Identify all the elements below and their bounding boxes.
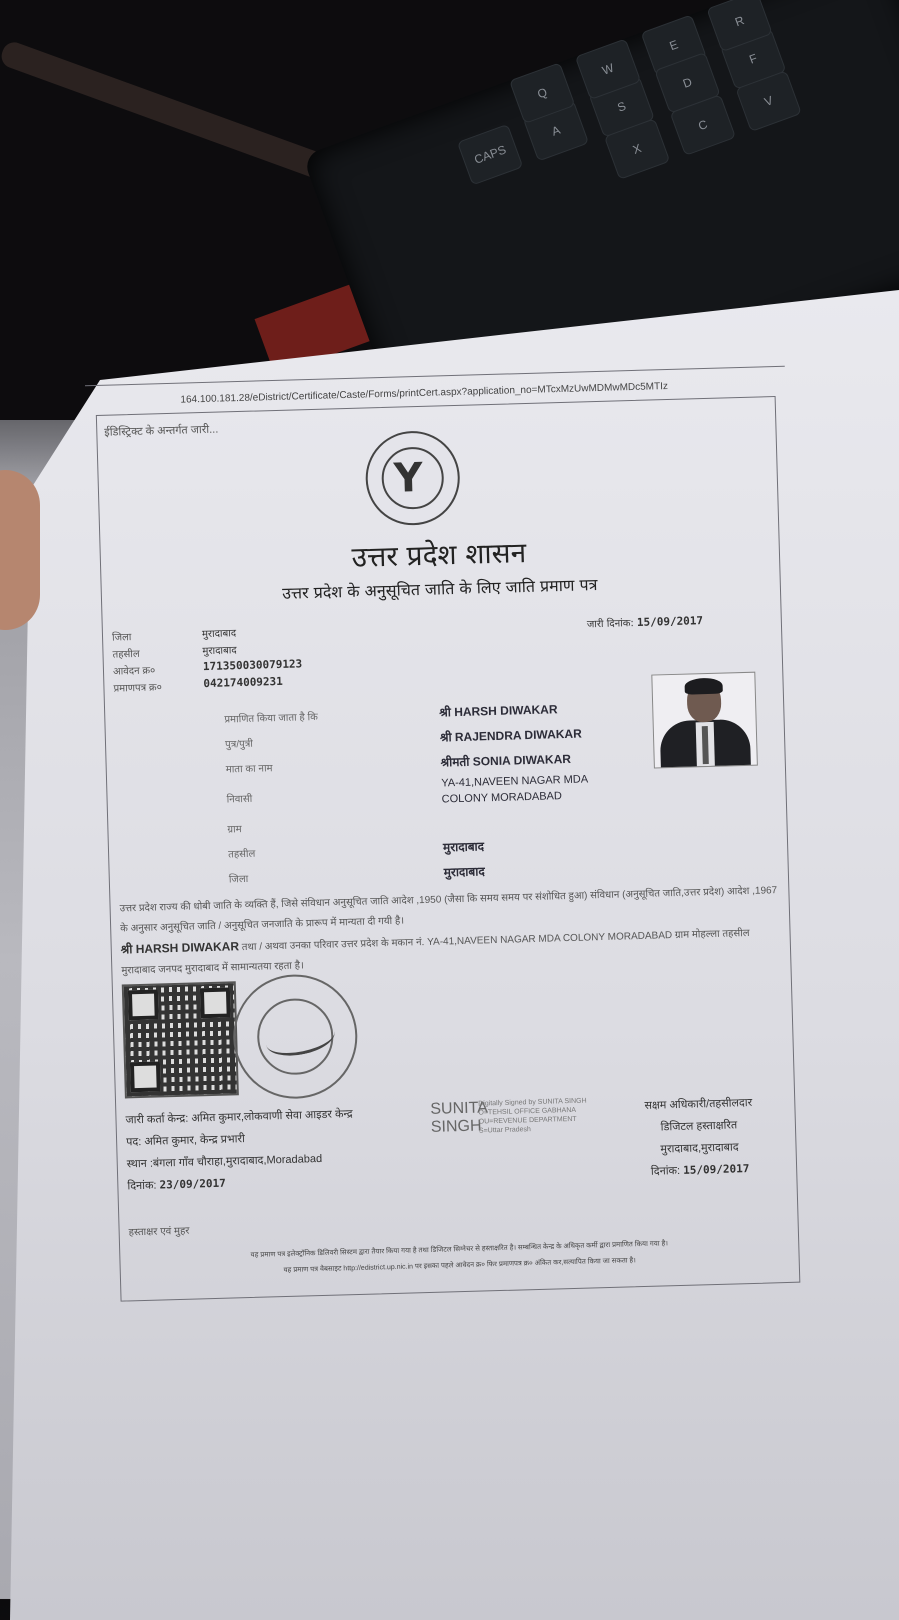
caste-certificate <box>95 366 798 1305</box>
address: YA-41,NAVEEN NAGAR MDA COLONY MORADABAD <box>441 773 588 806</box>
certificate-title: उत्तर प्रदेश के अनुसूचित जाति के लिए जाति प्रमाण पत्र <box>282 575 598 603</box>
father-name: श्री RAJENDRA DIWAKAR <box>439 726 582 745</box>
field-label: माता का नाम <box>225 763 273 776</box>
issuer-date-label: दिनांक: <box>127 1179 157 1193</box>
digital-signer-name: SUNITA SINGH <box>430 1099 488 1136</box>
meta-label: आवेदन क्र० <box>112 665 156 678</box>
keyboard-key: Q <box>509 62 575 124</box>
qr-corner <box>128 989 159 1020</box>
residence-holder-name: श्री HARSH DIWAKAR <box>120 939 240 957</box>
thumb <box>0 470 40 630</box>
officer-date-value: 15/09/2017 <box>682 1162 750 1177</box>
residence-text: तथा / अथवा उनका परिवार उत्तर प्रदेश के मकान नं. YA-41,NAVEEN NAGAR MDA COLONY MORADABAD ग्राम मोहल्ला तहसील मुरादाबाद जनपद मुरादाबाद में सामान्यतया रहता है। <box>121 927 750 977</box>
keyboard-key: S <box>588 76 654 138</box>
meta-label: तहसील <box>112 648 140 661</box>
tehsil-value: मुरादाबाद <box>442 839 485 855</box>
meta-label: जिला <box>111 632 132 644</box>
keyboard-key: A <box>523 100 589 162</box>
digital-signature <box>430 1096 592 1170</box>
qr-corner <box>130 1061 161 1092</box>
meta-value: मुरादाबाद <box>201 628 237 641</box>
officer-date-label: दिनांक: <box>650 1164 681 1178</box>
keyboard-key: X <box>604 118 670 180</box>
holder-photo <box>651 672 758 769</box>
caste-statement: उत्तर प्रदेश राज्य की धोबी जाति के व्यक्ति हैं, जिसे संविधान अनुसूचित जाति आदेश ,1950 (जैसा कि समय समय पर संशोधित हुआ) संविधान (अनुसूचित जाति,उत्तर प्रदेश) आदेश ,1967 के अनुसार अनुसूचित जाति / अनुसूचित जनजाति के प्रारूप में मान्यता दी गयी है। <box>119 885 778 935</box>
field-label: जिला <box>228 873 249 886</box>
print-url: 164.100.181.28/eDistrict/Certificate/Caste/Forms/printCert.aspx?application_no=MTcxMzUwMDMwMDc5MTIz <box>180 381 669 406</box>
issuer-date-value: 23/09/2017 <box>159 1176 226 1192</box>
issuer-block <box>125 1103 355 1197</box>
meta-label: प्रमाणपत्र क्र० <box>113 682 162 695</box>
emblem-bow-symbol: Y <box>393 454 424 502</box>
issue-date-label: जारी दिनांक: <box>586 618 634 631</box>
application-number: 171350030079123 <box>202 657 303 674</box>
footer-line-2: यह प्रमाण पत्र वेबसाइट http://edistrict.up.nic.in पर इसका पहले आवेदन क्र० फिर प्रमाणपत्र क्र० अंकित कर,सत्यापित किया जा सकता है। <box>283 1257 636 1275</box>
certificate-number: 042174009231 <box>203 674 284 691</box>
issuer-center: जारी कर्ता केन्द्र: अमित कुमार,लोकवाणी सेवा आइडर केन्द्र <box>125 1108 353 1127</box>
keyboard-key: E <box>641 14 707 76</box>
officer-place: मुरादाबाद,मुरादाबाद <box>660 1141 739 1156</box>
field-label: पुत्र/पुत्री <box>224 738 254 751</box>
digital-signature-details: Digitally Signed by SUNITA SINGH O=TEHSIL OFFICE GABHANA OU=REVENUE DEPARTMENT S=Uttar Pradesh <box>478 1097 587 1135</box>
issuer-place: स्थान :बंगला गाँव चौराहा,मुरादाबाद,Moradabad <box>126 1152 323 1171</box>
government-title: उत्तर प्रदेश शासन <box>351 536 527 574</box>
officer-signed: डिजिटल हस्ताक्षरित <box>660 1119 738 1134</box>
meta-value: मुरादाबाद <box>202 645 237 658</box>
keyboard-key: V <box>735 70 801 132</box>
keyboard-key: W <box>575 38 641 100</box>
photo-tie <box>702 726 709 764</box>
field-label: प्रमाणित किया जाता है कि <box>224 711 318 726</box>
photo-hair <box>684 678 722 695</box>
qr-corner <box>200 987 231 1018</box>
footer-line-1: यह प्रमाण पत्र इलेक्ट्रॉनिक डिलिवरी सिस्टम द्वारा तैयार किया गया है तथा डिजिटल सिग्नेचर से हस्ताक्षरित है। सम्बन्धित केन्द्र के अधिकृत कर्मी द्वारा प्रमाणित किया गया है। <box>250 1240 669 1259</box>
issuer-post: पद: अमित कुमार, केन्द्र प्रभारी <box>125 1133 246 1149</box>
officer-date <box>625 1157 776 1183</box>
field-label: निवासी <box>226 793 253 806</box>
field-label: तहसील <box>228 848 256 861</box>
mother-name: श्रीमती SONIA DIWAKAR <box>440 751 572 770</box>
issue-date-value: 15/09/2017 <box>636 614 704 629</box>
district-value: मुरादाबाद <box>443 864 485 880</box>
keyboard-key: C <box>670 94 736 156</box>
holder-name: श्री HARSH DIWAKAR <box>439 702 558 720</box>
field-label: ग्राम <box>227 824 242 836</box>
keyboard-key: D <box>654 52 720 114</box>
officer-block <box>623 1091 775 1183</box>
keyboard-key: F <box>720 28 786 90</box>
header-note: ईडिस्ट्रिक्ट के अन्तर्गत जारी... <box>104 423 219 439</box>
qr-code-icon <box>122 981 239 1098</box>
keyboard-key: R <box>706 0 772 52</box>
keyboard-key: CAPS <box>457 124 523 186</box>
officer-title: सक्षम अधिकारी/तहसीलदार <box>644 1096 753 1112</box>
signature-seal-note: हस्ताक्षर एवं मुहर <box>128 1225 190 1239</box>
